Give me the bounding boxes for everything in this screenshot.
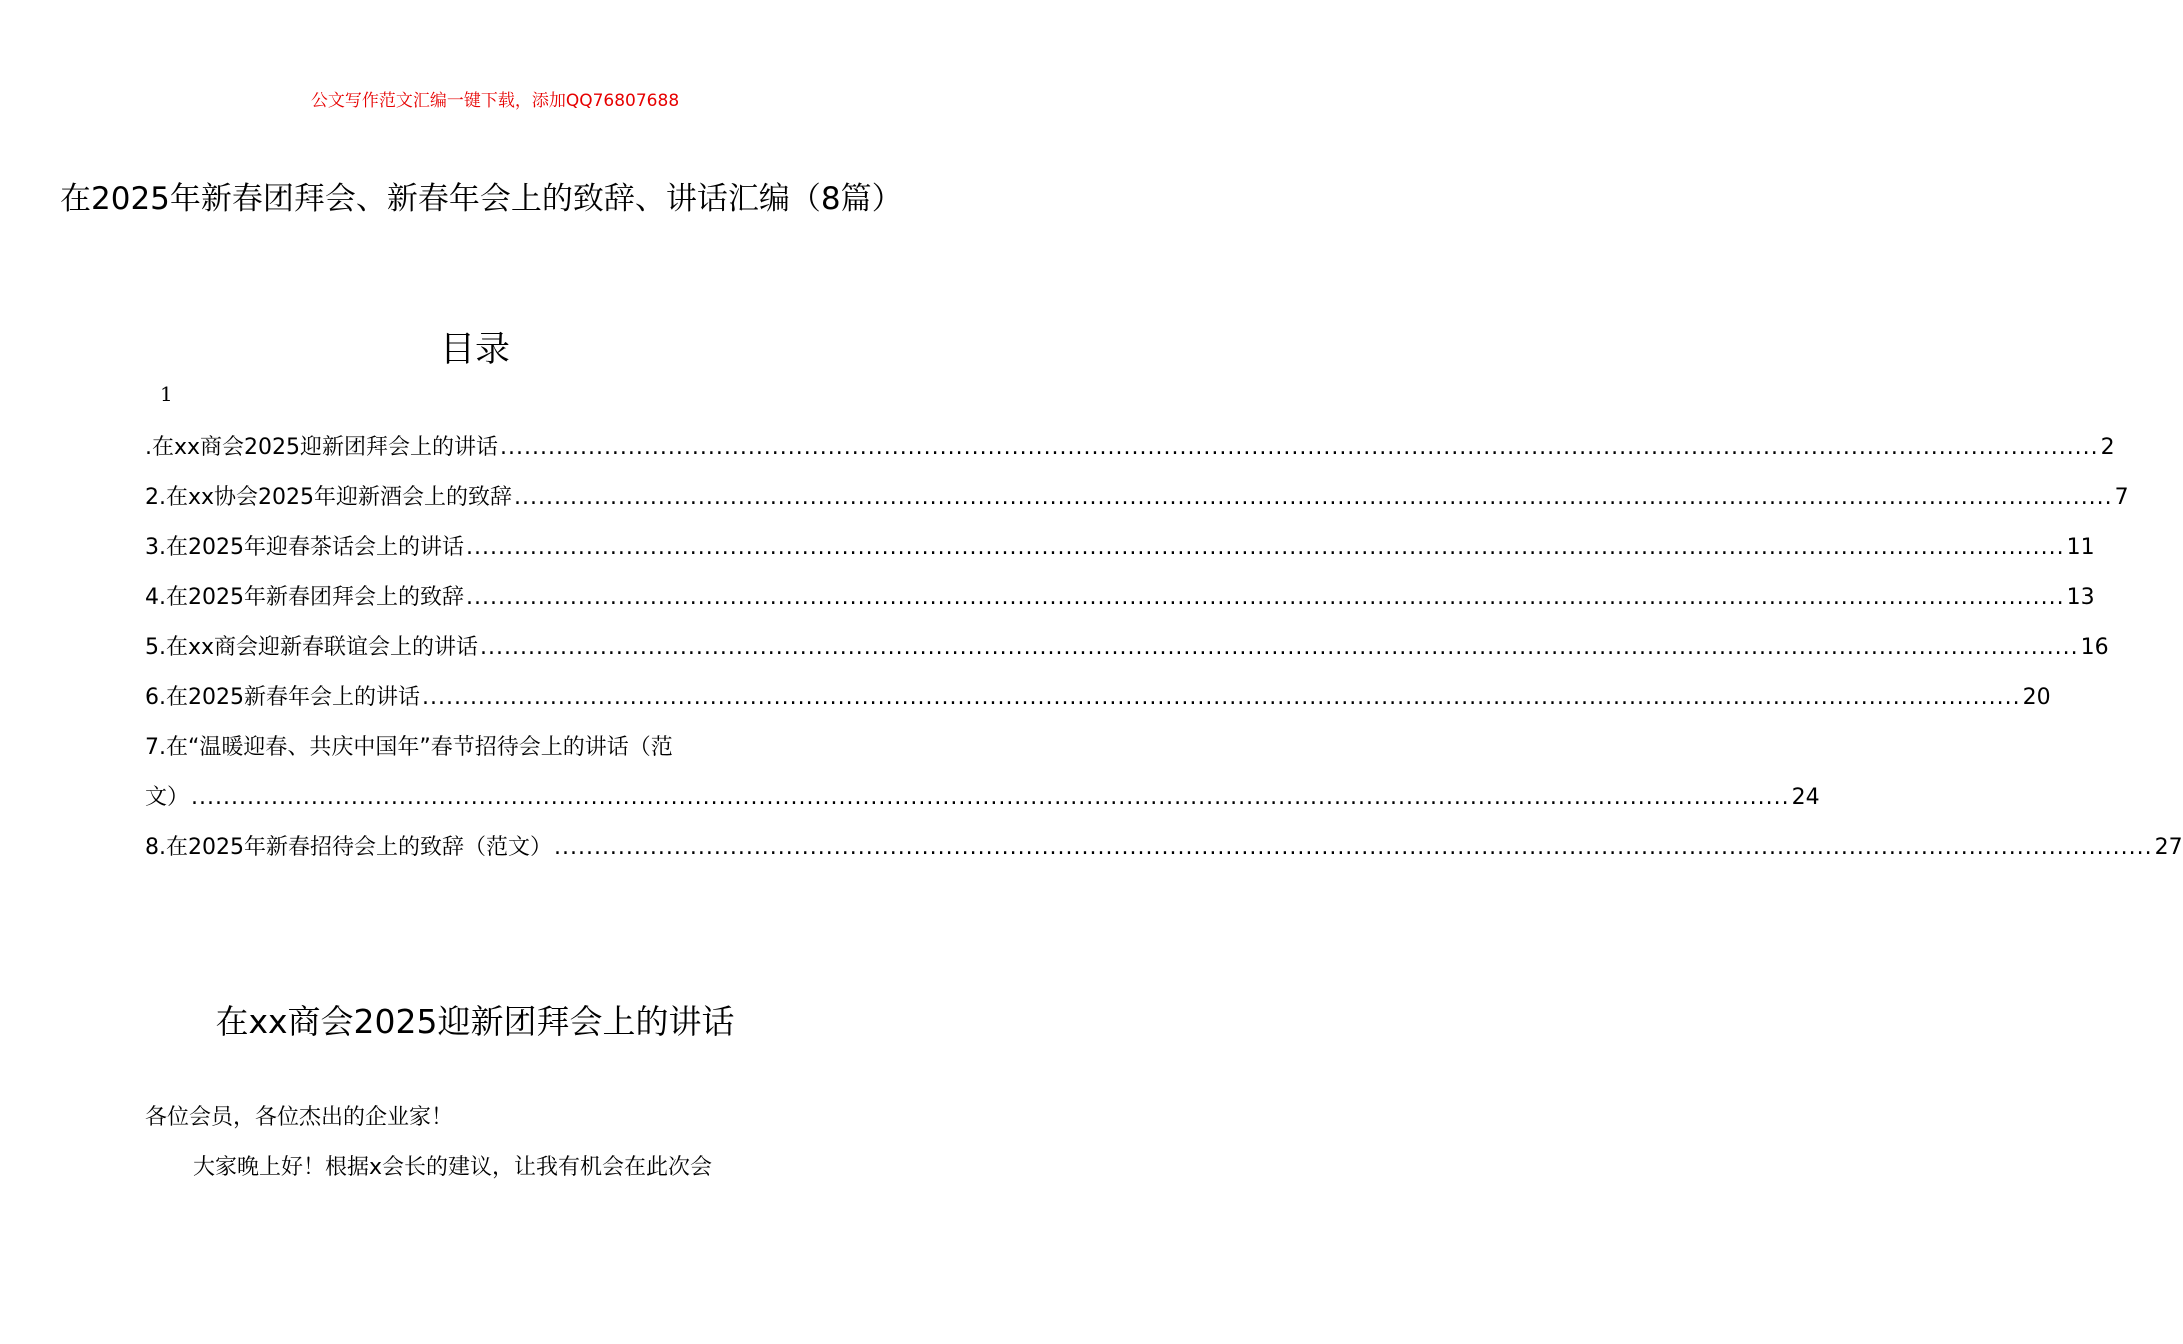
toc-entry-4[interactable] (145, 573, 2095, 623)
toc-leader-dots: ........................................................................................................................................................................................................ (514, 485, 2113, 510)
section-title: 在xx商会2025迎新团拜会上的讲话 (215, 1002, 735, 1041)
toc-entry-page: 27 (2154, 835, 2183, 860)
toc-entry-page: 16 (2080, 635, 2109, 660)
toc-entry-label: 7.在“温暖迎春、共庆中国年”春节招待会上的讲话（范 (145, 735, 673, 760)
toc-entry-7-line-2[interactable] (145, 773, 1820, 823)
toc-entry-label: 3.在2025年迎春茶话会上的讲话 (145, 535, 464, 560)
toc-leader-dots: ........................................................................................................................................................................................................ (465, 585, 2065, 610)
toc-entry-7-line-1[interactable] (145, 723, 805, 773)
toc-leader-dots: ........................................................................................................................................................................................................ (465, 535, 2065, 560)
toc-entry-3[interactable] (145, 523, 2095, 573)
toc-leader-dots: ........................................................................................................................................................................................................ (500, 435, 2099, 460)
toc-entry-label: 4.在2025年新春团拜会上的致辞 (145, 585, 464, 610)
toc-entry-label: .在xx商会2025迎新团拜会上的讲话 (145, 435, 499, 460)
section-body-text: 大家晚上好！根据x会长的建议，让我有机会在此次会 (193, 1155, 713, 1180)
toc-entry-6[interactable] (145, 673, 2051, 723)
toc-entry-label: 5.在xx商会迎新春联谊会上的讲话 (145, 635, 479, 660)
toc-leader-dots: ........................................................................................................................................................................................................ (191, 785, 1790, 810)
toc-entry-2[interactable] (145, 473, 2129, 523)
toc-entry-page: 7 (2114, 485, 2129, 510)
toc-entry-label: 2.在xx协会2025年迎新酒会上的致辞 (145, 485, 513, 510)
toc-entry-label-continued: 文） (145, 785, 190, 810)
toc-heading: 目录 (439, 330, 510, 370)
toc-entry-8[interactable] (145, 823, 2183, 873)
toc-entry-1[interactable] (145, 423, 2115, 473)
toc-top-number: 1 (160, 382, 173, 406)
toc-entry-page: 11 (2066, 535, 2095, 560)
table-of-contents (145, 423, 2183, 873)
section-greeting: 各位会员，各位杰出的企业家！ (145, 1105, 454, 1130)
toc-entry-label: 6.在2025新春年会上的讲话 (145, 685, 420, 710)
header-note: 公文写作范文汇编一键下载，添加QQ76807688 (310, 91, 680, 111)
document-title: 在2025年新春团拜会、新春年会上的致辞、讲话汇编（8篇） (60, 181, 903, 217)
toc-entry-page: 13 (2066, 585, 2095, 610)
toc-entry-page: 2 (2100, 435, 2115, 460)
toc-entry-page: 20 (2022, 685, 2051, 710)
toc-leader-dots: ........................................................................................................................................................................................................ (553, 835, 2153, 860)
toc-entry-5[interactable] (145, 623, 2109, 673)
toc-entry-label: 8.在2025年新春招待会上的致辞（范文） (145, 835, 552, 860)
toc-entry-page: 24 (1791, 785, 1820, 810)
toc-leader-dots: ........................................................................................................................................................................................................ (421, 685, 2021, 710)
toc-leader-dots: ........................................................................................................................................................................................................ (480, 635, 2079, 660)
